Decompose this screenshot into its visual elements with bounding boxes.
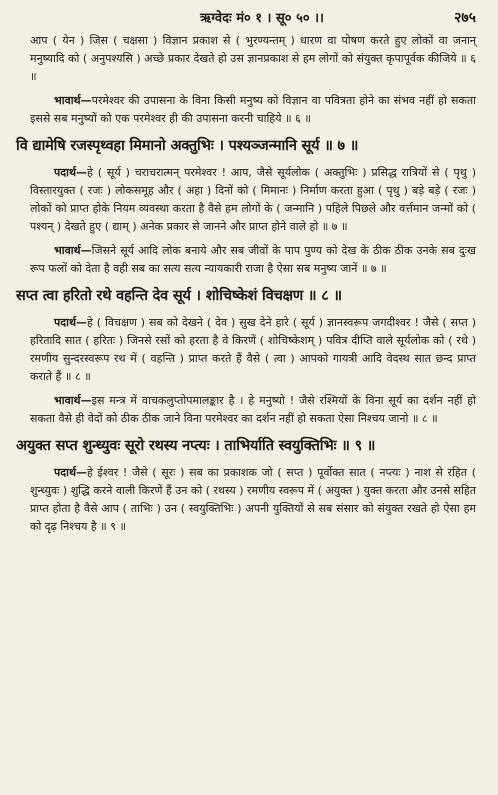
bhavartha-text: जिसने सूर्य आदि लोक बनाये और सब जीवों के पाप पुण्य को देख के ठीक ठीक उनके सब दुःख रूप फलों को देता है वही सब का सत्य सत्य न्यायकारी राजा है ऐसा सब मनुष्य जानें ॥ ७ ॥ — [30, 244, 476, 275]
padartha-text: हे ईश्वर ! जैसे ( सूरः ) सब का प्रकाशक जो ( सप्त ) पूर्वोक्त सात ( नप्त्यः ) नाश से रहित ( शुन्ध्युवः ) शुद्धि करने वाली किरणें हैं उन को ( रथस्य ) रमणीय स्वरूप में ( अयुक्त ) युक्त करता और उनसे सहित प्राप्त होता है वैसे आप ( ताभिः ) उन ( स्वयुक्तिभिः ) अपनी युक्तियों से सब संसार को संयुक्त रखते हो ऐसा हम को दृढ़ निश्चय है ॥ ९ ॥ — [30, 466, 476, 533]
padartha-8 — [30, 314, 476, 386]
mantra-8: सप्त त्वा हरितो रथे वहन्ति देव सूर्य । शोचिष्केशं विचक्षण ॥ ८ ॥ — [16, 287, 342, 304]
padartha-label: पदार्थ— — [54, 466, 87, 479]
bhavartha-text: परमेश्वर की उपासना के विना किसी मनुष्य को विज्ञान वा पवित्रता होने का संभव नहीं हो सकता इससे सब मनुष्यों को एक परमेश्वर ही की उपासना करनी चाहिये ॥ ६ ॥ — [30, 94, 476, 125]
page-number: २७५ — [454, 10, 476, 26]
bhavartha-8 — [30, 392, 476, 428]
page-header — [30, 8, 476, 32]
padartha-label: पदार्थ— — [54, 316, 87, 329]
padartha-text: हे ( सूर्य ) चराचरात्मन् परमेश्वर ! आप, जैसे सूर्यलोक ( अक्तुभिः ) प्रसिद्ध रात्रियों से ( पृथु ) विस्तारयुक्त ( रजः ) लोकसमूह और ( अहा ) दिनों को ( मिमानः ) निर्माण करता हुआ ( पृथु ) बड़े बड़े ( रजः ) लोकों को प्राप्त होके नियम व्यवस्था करता है वैसे हम लोगों के ( जन्मानि ) पहिले पिछले और वर्त्तमान जन्मों को ( पश्यन् ) देखते हुए ( द्याम् ) अनेक प्रकार से जानने और प्राप्त होने वाले हो ॥ ७ ॥ — [30, 166, 476, 233]
bhavartha-label: भावार्थ— — [54, 394, 92, 407]
bhavartha-text: इस मन्त्र में वाचकलुप्तोपमालङ्कार है । हे मनुष्यो ! जैसे रश्मियों के विना सूर्य का दर्शन नहीं हो सकता वैसे ही वेदों को ठीक ठीक जाने विना परमेश्वर का दर्शन नहीं हो सकता ऐसा निश्चय जानो ॥ ८ ॥ — [30, 394, 476, 425]
bhavartha-6 — [30, 92, 476, 128]
bhavartha-label: भावार्थ— — [54, 244, 92, 257]
padartha-label: पदार्थ— — [54, 166, 87, 179]
mantra-9: अयुक्त सप्त शुन्ध्युवः सूरो रथस्य नप्त्यः । ताभिर्याति स्वयुक्तिभिः ॥ ९ ॥ — [16, 437, 376, 454]
bhavartha-label: भावार्थ— — [54, 94, 92, 107]
mantra-7: वि द्यामेषि रजस्पृथ्वहा मिमानो अक्तुभिः । पश्यञ्जन्मानि सूर्य ॥ ७ ॥ — [16, 137, 359, 154]
bhavartha-7 — [30, 242, 476, 278]
commentary-paragraph: आप ( येन ) जिस ( चक्षसा ) विज्ञान प्रकाश से ( भुरण्यन्तम् ) धारण वा पोषण करते हुए लोकों वा जनान् मनुष्यादि को ( अनुपश्यसि ) अच्छे प्रकार देखते हो उस ज्ञानप्रकाश से हम लोगों को संयुक्त कृपापूर्वक कीजिये ॥ ६ ॥ — [30, 34, 476, 83]
padartha-text: हे ( विचक्षण ) सब को देखने ( देव ) सुख देने हारे ( सूर्य ) ज्ञानस्वरूप जगदीश्वर ! जैसे ( सप्त ) हरितादि सात ( हरितः ) जिनसे रसों को हरता है वे किरणें ( शोचिष्केशम् ) पवित्र दीप्ति वाले सूर्यलोक को ( रथे ) रमणीय सुन्दरस्वरूप रथ में ( वहन्ति ) प्राप्त करते हैं वैसे ( त्वा ) आपको गायत्री आदि वेदस्थ सात छन्द प्राप्त कराते हैं ॥ ८ ॥ — [30, 316, 476, 383]
running-head: ऋग्वेदः मं० १ । सू० ५० ।। — [200, 11, 324, 26]
padartha-7 — [30, 164, 476, 236]
padartha-9 — [30, 464, 476, 536]
